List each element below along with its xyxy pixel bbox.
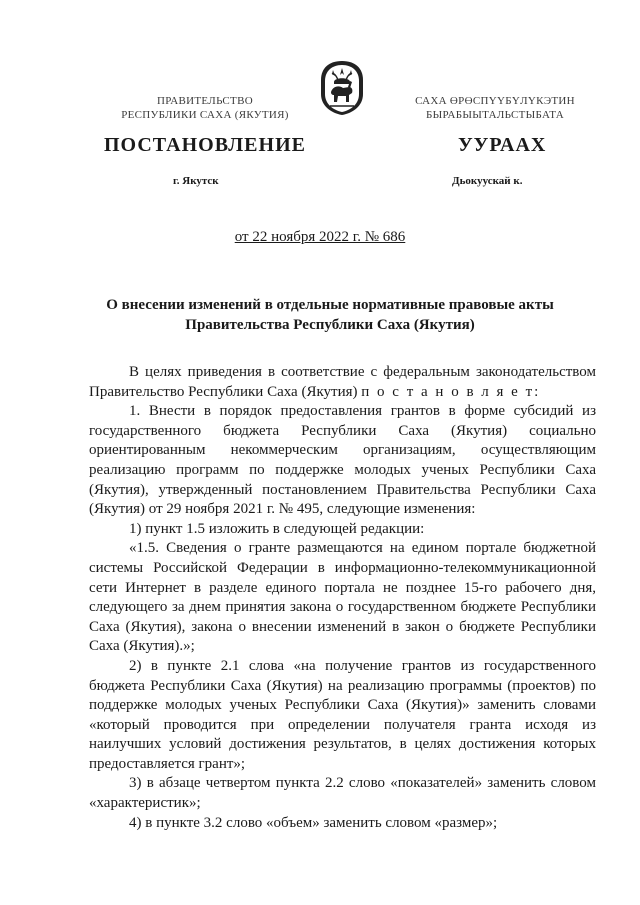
resolves-word: п о с т а н о в л я е т: bbox=[361, 383, 541, 400]
body-paragraph: 1. Внести в порядок предоставления грантов в форме субсидий из государственного бюджета Республики Саха (Якутия) социально ориентированным некоммерческим организациям, осуществляющим реализацию программ по поддержке молодых ученых Республики Саха (Якутия), утвержденный постановлением Правительства Республики Саха (Якутия) от 29 ноября 2021 г. № 495, следующие изменения: bbox=[89, 403, 596, 518]
document-body bbox=[89, 363, 596, 833]
body-paragraph: 3) в абзаце четвертом пункта 2.2 слово «показателей» заменить словом «характеристик»; bbox=[89, 775, 596, 812]
issuer-line: РЕСПУБЛИКИ САХА (ЯКУТИЯ) bbox=[121, 109, 289, 121]
city-yakut: Дьокуускай к. bbox=[452, 175, 523, 187]
issuer-line: БЫРАБЫЫТАЛЬСТЫБАТА bbox=[426, 109, 564, 121]
intro-text: В целях приведения в соответствие с федеральным законодательством Правительство Республики Саха (Якутия) bbox=[89, 364, 596, 400]
document-type-yakut: УУРААХ bbox=[458, 134, 547, 156]
issuer-name-russian bbox=[90, 94, 320, 122]
title-line: Правительства Республики Саха (Якутия) bbox=[185, 317, 475, 333]
body-paragraph: 4) в пункте 3.2 слово «объем» заменить словом «размер»; bbox=[129, 814, 498, 831]
issuer-line: ПРАВИТЕЛЬСТВО bbox=[157, 95, 253, 107]
city-russian: г. Якутск bbox=[173, 175, 219, 187]
body-paragraph: 2) в пункте 2.1 слова «на получение грантов из государственного бюджета Республики Саха (Якутия) на реализацию программы (проектов) по поддержке молодых ученых Республики Саха (Якутия)» заменить словами «который проводится при определении получателя гранта исходя из наилучших условий достижения результатов, в целях достижения которых предоставляется грант»; bbox=[89, 657, 596, 772]
document-date-number bbox=[0, 229, 640, 246]
intro-paragraph bbox=[89, 363, 596, 402]
document-title bbox=[80, 295, 580, 335]
date-number-text: от 22 ноября 2022 г. № 686 bbox=[234, 229, 406, 245]
document-type-russian: ПОСТАНОВЛЕНИЕ bbox=[104, 134, 306, 156]
issuer-name-yakut bbox=[380, 94, 610, 122]
body-paragraph: 1) пункт 1.5 изложить в следующей редакции: bbox=[129, 520, 425, 537]
coat-of-arms-emblem bbox=[319, 60, 365, 116]
issuer-line: САХА ӨРӨСПҮҮБҮЛҮКЭТИН bbox=[415, 95, 575, 107]
title-line: О внесении изменений в отдельные нормативные правовые акты bbox=[106, 297, 554, 313]
body-paragraph: «1.5. Сведения о гранте размещаются на едином портале бюджетной системы Российской Федерации в информационно-телекоммуникационной сети Интернет в разделе единого портала не позднее 15-го рабочего дня, следующего за днем принятия закона о государственном бюджете Республики Саха (Якутия), закона о внесении изменений в закон о бюджете Республики Саха (Якутия).»; bbox=[89, 540, 596, 655]
